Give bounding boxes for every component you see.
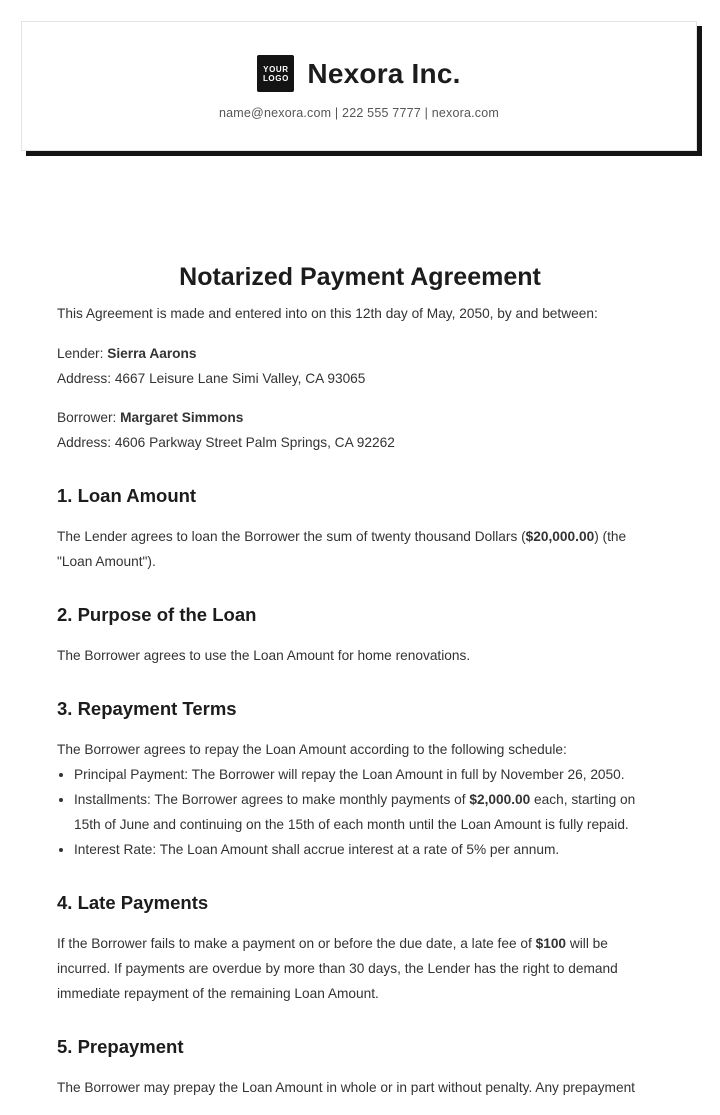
bullet-item-interest-rate: • Interest Rate: The Loan Amount shall accrue interest at a rate of 5% per annum. [74,837,663,862]
company-logo [257,55,294,92]
section-2-heading: 2. Purpose of the Loan [57,604,257,625]
repayment-bullet-list [57,762,663,862]
logo-text-line1: YOUR [263,64,289,74]
section-2-paragraph: The Borrower agrees to use the Loan Amount for home renovations. [57,648,471,663]
section-1-paragraph: The Lender agrees to loan the Borrower the sum of twenty thousand Dollars ($20,000.00) (the "Loan Amount"). [57,529,627,569]
document-title: Notarized Payment Agreement [179,263,541,291]
bullet-item-principal-payment: • Principal Payment: The Borrower will repay the Loan Amount in full by November 26, 2050. [74,762,663,787]
company-name: Nexora Inc. [307,57,461,89]
section-1-heading: 1. Loan Amount [57,485,197,506]
bullet-item-installments: • Installments: The Borrower agrees to make monthly payments of $2,000.00 each, starting on 15th of June and continuing on the 15th of each month until the Loan Amount is fully repaid. [74,787,663,837]
document-body [57,156,663,1115]
lender-line: Lender: Sierra Aarons [57,346,197,361]
borrower-line: Borrower: Margaret Simmons [57,410,244,425]
section-3-heading: 3. Repayment Terms [57,698,237,719]
section-5-heading: 5. Prepayment [57,1036,184,1057]
brand-row [257,55,460,92]
section-4-heading: 4. Late Payments [57,892,209,913]
letterhead [21,21,697,151]
lender-address: Address: 4667 Leisure Lane Simi Valley, CA 93065 [57,371,366,386]
lender-block [57,341,663,391]
contact-info: name@nexora.com | 222 555 7777 | nexora.com [218,106,500,120]
section-4-paragraph: If the Borrower fails to make a payment on or before the due date, a late fee of $100 will be incurred. If payments are overdue by more than 30 days, the Lender has the right to demand immediate repayment of the remaining Loan Amount. [57,936,618,1001]
section-5-paragraph: The Borrower may prepay the Loan Amount in whole or in part without penalty. Any prepayment [57,1080,635,1095]
section-3-paragraph: The Borrower agrees to repay the Loan Amount according to the following schedule: [57,742,567,757]
borrower-address: Address: 4606 Parkway Street Palm Springs, CA 92262 [57,435,395,450]
intro-paragraph: This Agreement is made and entered into on this 12th day of May, 2050, by and between: [57,306,598,321]
logo-text-line2: LOGO [262,73,289,83]
borrower-block [57,405,663,455]
